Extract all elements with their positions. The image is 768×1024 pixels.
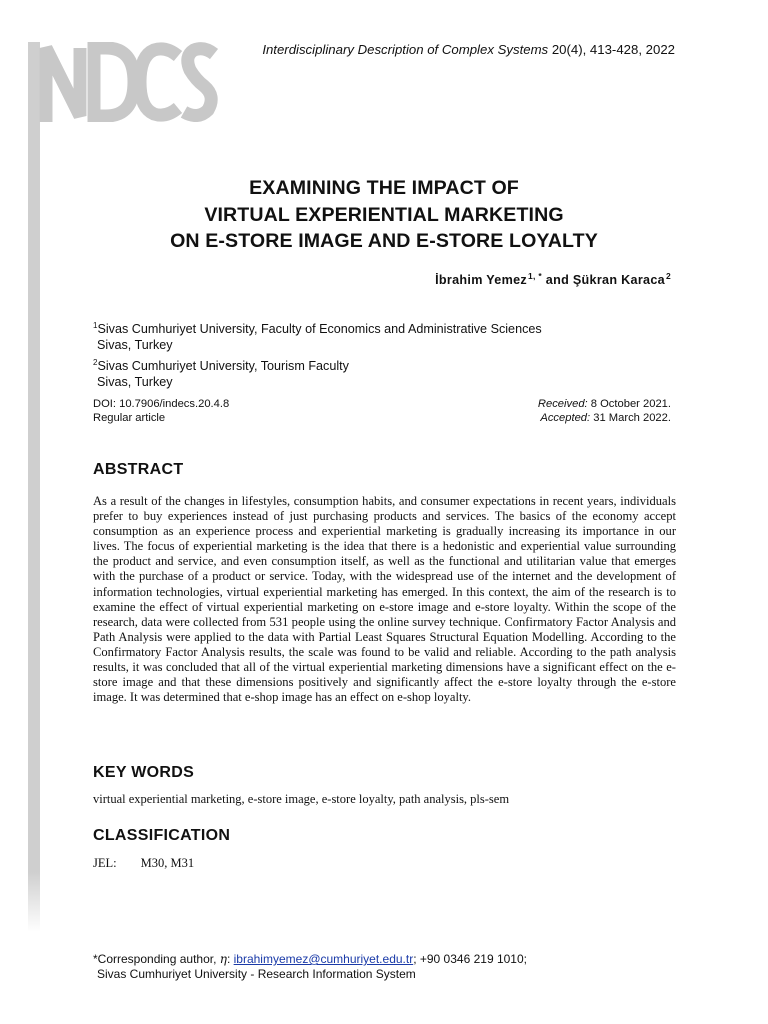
received-date [538, 397, 671, 411]
accepted-value: 31 March 2022. [590, 412, 671, 424]
author-2: Şükran Karaca [572, 273, 665, 287]
footer-institution: Sivas Cumhuriyet University - Research Information System [97, 967, 416, 981]
received-label: Received: [537, 398, 588, 410]
corresponding-author-note [93, 952, 527, 982]
jel-classification [93, 856, 194, 871]
author-list [435, 271, 671, 287]
corresponding-label: *Corresponding author, [93, 952, 220, 966]
author-conjunction: and [541, 273, 573, 287]
affiliation-1 [93, 318, 542, 353]
keywords-text: virtual experiential marketing, e-store image, e-store loyalty, path analysis, pls-sem [93, 792, 510, 806]
author-1-affiliation: 1, * [528, 271, 542, 281]
article-dates [538, 397, 671, 425]
journal-logo [28, 42, 218, 122]
keywords-heading: KEY WORDS [93, 764, 195, 781]
decorative-side-bar [28, 42, 40, 872]
paper-title [0, 175, 768, 255]
decorative-side-bar-fade [28, 872, 40, 932]
title-line-1: EXAMINING THE IMPACT OF [249, 177, 519, 199]
journal-citation [262, 42, 675, 57]
affiliation-name: Sivas Cumhuriyet University, Tourism Faculty [97, 359, 349, 373]
article-meta-left [93, 397, 229, 425]
affiliation-city: Sivas, Turkey [97, 374, 173, 389]
accepted-label: Accepted: [540, 412, 591, 424]
email-symbol: η [219, 952, 227, 966]
abstract-heading: ABSTRACT [93, 461, 184, 478]
doi: DOI: 10.7906/indecs.20.4.8 [93, 398, 230, 410]
email-colon: : [226, 952, 234, 966]
affiliation-name: Sivas Cumhuriyet University, Faculty of Economics and Administrative Sciences [97, 322, 542, 336]
classification-heading: CLASSIFICATION [93, 827, 231, 844]
journal-volume: 20(4), 413-428, 2022 [548, 42, 675, 57]
article-type: Regular article [93, 412, 166, 424]
author-1: İbrahim Yemez [435, 273, 527, 287]
title-line-2: VIRTUAL EXPERIENTIAL MARKETING [204, 203, 564, 226]
title-line-3: ON E-STORE IMAGE AND E-STORE LOYALTY [170, 230, 598, 252]
affiliation-city: Sivas, Turkey [97, 337, 173, 352]
journal-name: Interdisciplinary Description of Complex Systems [262, 42, 549, 57]
affiliation-2 [93, 355, 349, 390]
phone-number: ; +90 0346 219 1010; [413, 952, 527, 966]
abstract-text: As a result of the changes in lifestyles, consumption habits, and consumer expectations in recent years, individuals prefer to buy experiences instead of just purchasing products and services. The basics of the economy accept consumption as an experience process and experiential marketing is gradually increasing its importance in our lives. The focus of experiential marketing is the idea that there is a hedonistic and experiential value surrounding the product and service, and even consumption itself, as well as the functional and utilitarian value that emerges with the purchase of a product or service. Today, with the widespread use of the internet and the development of information technologies, virtual experiential marketing has emerged. In this context, the aim of the research is to examine the effect of virtual experiential marketing on e-store image and e-store loyalty. Within the scope of the research, data were collected from 531 people using the online survey technique. Confirmatory Factor Analysis and Path Analysis were applied to the data with Partial Least Squares Structural Equation Modelling. According to the Confirmatory Factor Analysis results, the scale was found to be valid and reliable. According to the path analysis results, it was concluded that all of the virtual experiential marketing dimensions have a significant effect on the e-store image and that these dimensions positively and significantly affect the e-store loyalty through the e-store image. It was determined that e-shop image has an effect on e-shop loyalty. [93, 494, 676, 705]
jel-label: JEL: [93, 856, 117, 870]
author-2-affiliation: 2 [665, 271, 671, 281]
affiliation-number: 1 [93, 321, 98, 330]
accepted-date [538, 411, 671, 425]
email-link[interactable]: ibrahimyemez@cumhuriyet.edu.tr [233, 952, 414, 966]
jel-codes: M30, M31 [140, 856, 195, 870]
received-value: 8 October 2021. [587, 398, 671, 410]
affiliation-number: 2 [93, 358, 98, 367]
